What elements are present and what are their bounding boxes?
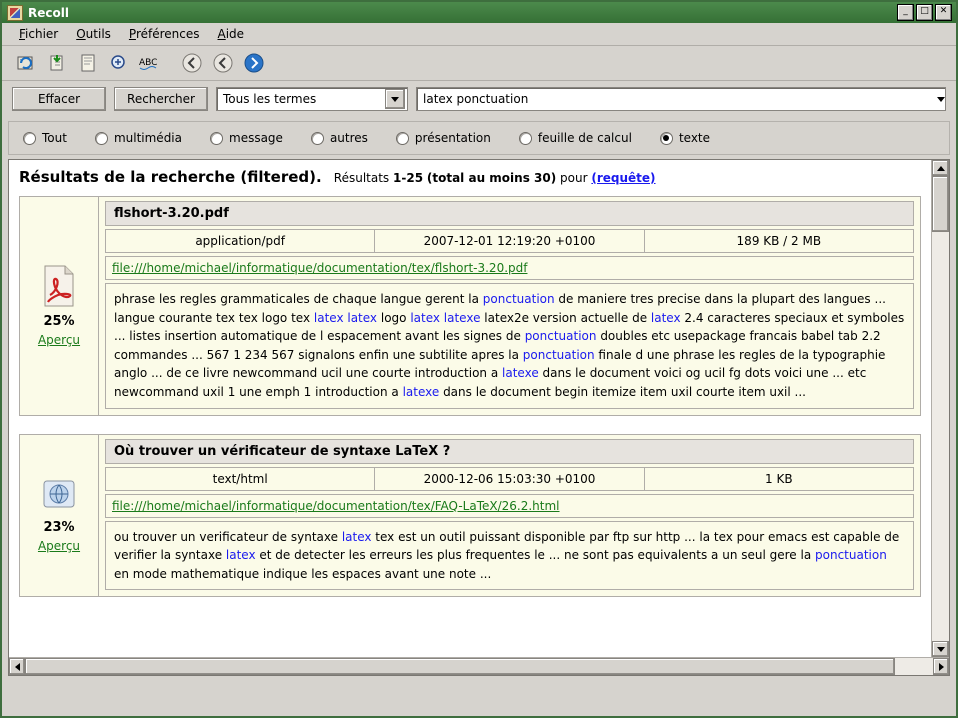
scroll-track-horizontal[interactable] (25, 658, 933, 675)
menu-bar (2, 23, 956, 46)
radio-tout-dot (23, 132, 36, 145)
result-body (99, 197, 920, 415)
result-meta-row (105, 467, 914, 491)
result-url-link[interactable]: file:///home/michael/informatique/documentation/tex/FAQ-LaTeX/26.2.html (112, 498, 560, 513)
scroll-down-button[interactable] (932, 641, 949, 657)
highlighted-term[interactable]: latex latexe (410, 310, 481, 325)
highlighted-term[interactable]: ponctuation (482, 292, 555, 306)
search-bar (2, 81, 956, 117)
search-input[interactable] (417, 91, 937, 107)
highlighted-term[interactable]: latex (225, 548, 256, 563)
scroll-up-button[interactable] (932, 160, 949, 176)
result-meta-row (105, 229, 914, 253)
preview-link[interactable]: Aperçu (37, 539, 81, 554)
result-body (99, 435, 920, 597)
menu-fichier-label: ichier (25, 27, 59, 41)
chevron-down-icon[interactable] (385, 89, 405, 109)
result-title[interactable]: flshort-3.20.pdf (105, 201, 914, 226)
menu-aide-label: ide (225, 27, 245, 41)
result-sidebar (20, 435, 99, 597)
tool-bar (2, 46, 956, 81)
category-filter-row (8, 121, 950, 155)
result-snippet: ou trouver un verificateur de syntaxe latex tex est un outil puissant disponible par ftp sur http ... la tex pour emacs est capable de verifier la syntaxe latex et de detecter les erreurs les plus frequentes le ... ne sont pas equivalents a un seul gere la ponctuation en mode mathematique indique les espaces avant une note ... (105, 521, 914, 591)
result-date: 2000-12-06 15:03:30 +0100 (375, 468, 644, 490)
radio-message[interactable] (196, 131, 297, 145)
back-icon[interactable] (178, 49, 206, 77)
window-controls (897, 4, 954, 21)
clear-button[interactable]: Effacer (12, 87, 106, 111)
result-title[interactable]: Où trouver un vérificateur de syntaxe LaTeX ? (105, 439, 914, 464)
radio-texte-label: texte (678, 131, 711, 145)
minimize-icon: _ (903, 6, 908, 16)
highlighted-term[interactable]: latexe (402, 384, 440, 399)
document-history-icon[interactable] (74, 49, 102, 77)
next-icon[interactable] (240, 49, 268, 77)
radio-multimedia-dot (95, 132, 108, 145)
radio-autres-dot (311, 132, 324, 145)
search-mode-value: Tous les termes (223, 92, 317, 106)
app-icon (7, 5, 23, 21)
result-item[interactable] (19, 196, 921, 416)
window-title: Recoll (28, 5, 69, 20)
radio-texte-dot (660, 132, 673, 145)
highlighted-term[interactable]: ponctuation (815, 548, 887, 563)
maximize-button[interactable] (916, 4, 933, 21)
result-mime: application/pdf (106, 230, 375, 252)
radio-presentation-label: présentation (414, 131, 491, 145)
menu-preferences[interactable]: Préférences (128, 27, 200, 41)
advanced-search-icon[interactable] (105, 49, 133, 77)
result-size: 1 KB (765, 471, 793, 486)
menu-fichier[interactable]: Fichier (19, 27, 59, 41)
results-range: 1-25 (393, 171, 424, 185)
radio-tout-label: Tout (42, 131, 67, 145)
highlighted-term[interactable]: latexe (502, 366, 539, 381)
results-horizontal-scrollbar[interactable] (9, 657, 949, 675)
query-link[interactable]: (requête) (591, 171, 656, 185)
previous-icon[interactable] (209, 49, 237, 77)
result-url-link[interactable]: file:///home/michael/informatique/documentation/tex/flshort-3.20.pdf (112, 261, 528, 275)
radio-feuille-de-calcul-dot (519, 132, 532, 145)
highlighted-term[interactable]: latex (650, 310, 681, 325)
preview-link[interactable]: Aperçu (37, 332, 81, 347)
menu-outils[interactable]: Outils (76, 27, 111, 41)
highlighted-term[interactable]: latex (341, 529, 372, 544)
results-total: (total au moins 30) (426, 171, 557, 185)
result-date: 2007-12-01 12:19:20 +0100 (375, 230, 644, 252)
menu-outils-label: utils (85, 27, 111, 41)
scroll-left-button[interactable] (9, 658, 25, 675)
result-url-row (105, 494, 914, 518)
chevron-down-icon (937, 647, 945, 652)
result-mime: text/html (106, 468, 375, 490)
radio-message-dot (210, 132, 223, 145)
radio-texte[interactable] (646, 131, 724, 145)
maximize-icon: □ (920, 6, 929, 16)
title-bar (2, 2, 956, 23)
search-mode-combo[interactable] (216, 87, 408, 111)
results-count-prefix: Résultats (333, 171, 390, 185)
result-sidebar (20, 197, 99, 415)
radio-tout[interactable] (9, 131, 81, 145)
chevron-right-icon (939, 663, 944, 671)
result-score: 23% (43, 520, 75, 536)
result-score: 25% (43, 313, 75, 329)
index-config-icon[interactable] (43, 49, 71, 77)
svg-text:ABC: ABC (139, 58, 158, 68)
query-history-chevron-icon[interactable] (937, 97, 945, 102)
menu-aide[interactable]: Aide (217, 27, 245, 41)
radio-presentation-dot (396, 132, 409, 145)
result-snippet: phrase les regles grammaticales de chaque langue gerent la ponctuation de maniere tres precise dans la plupart des langues ... langue courante tex tex logo tex latex latex logo latex latexe latex2e version actuelle de latex 2.4 caracteres speciaux et symboles ... listes insertion automatique de l espacement avant les signes de ponctuation doubles etc usepackage francais babel tab 2.2 commandes ... 567 1 234 567 signalons enfin une subtilite apres la ponctuation finale d une phrase les regles de la typographie anglo ... de ce livre newcommand ucil une courte introduction a latexe dans le document voici og ucil fg dots voici une ... etc newcommand uxil 1 une emph 1 introduction a latexe dans le document begin itemize item uxil courte item uxil ... (105, 283, 914, 409)
highlighted-term[interactable]: ponctuation (522, 347, 595, 362)
result-size: 189 KB / 2 MB (736, 234, 822, 248)
highlighted-term[interactable]: latex latex (313, 310, 378, 325)
results-for: pour (560, 171, 588, 185)
results-header (19, 168, 921, 186)
scroll-thumb-vertical[interactable] (932, 176, 949, 232)
radio-presentation[interactable] (382, 131, 505, 145)
radio-message-label: message (229, 131, 283, 145)
radio-feuille-de-calcul[interactable] (505, 131, 646, 145)
spelling-icon[interactable] (136, 49, 164, 77)
close-icon: ✕ (939, 6, 948, 16)
scroll-thumb-horizontal[interactable] (25, 658, 895, 675)
result-url-row (105, 256, 914, 280)
chevron-up-icon (937, 166, 945, 171)
minimize-button[interactable] (897, 4, 914, 21)
scroll-track-vertical[interactable] (932, 176, 949, 641)
radio-autres[interactable] (297, 131, 382, 145)
result-item[interactable] (19, 434, 921, 598)
close-button[interactable] (935, 4, 952, 21)
update-index-icon[interactable] (12, 49, 40, 77)
pdf-icon (41, 265, 77, 310)
scroll-right-button[interactable] (933, 658, 949, 675)
search-button[interactable]: Rechercher (114, 87, 208, 111)
results-list (9, 160, 931, 657)
chevron-left-icon (15, 663, 20, 671)
results-vertical-scrollbar[interactable] (931, 160, 949, 657)
menu-preferences-label: références (135, 27, 200, 41)
radio-multimedia[interactable] (81, 131, 196, 145)
highlighted-term[interactable]: ponctuation (524, 329, 597, 344)
radio-feuille-de-calcul-label: feuille de calcul (537, 131, 632, 145)
results-panel (8, 159, 950, 676)
radio-multimedia-label: multimédia (113, 131, 182, 145)
html-icon (41, 477, 77, 516)
radio-autres-label: autres (329, 131, 368, 145)
status-area (2, 682, 956, 716)
results-title: Résultats de la recherche (filtered). (19, 168, 322, 186)
query-combo[interactable] (416, 87, 946, 111)
